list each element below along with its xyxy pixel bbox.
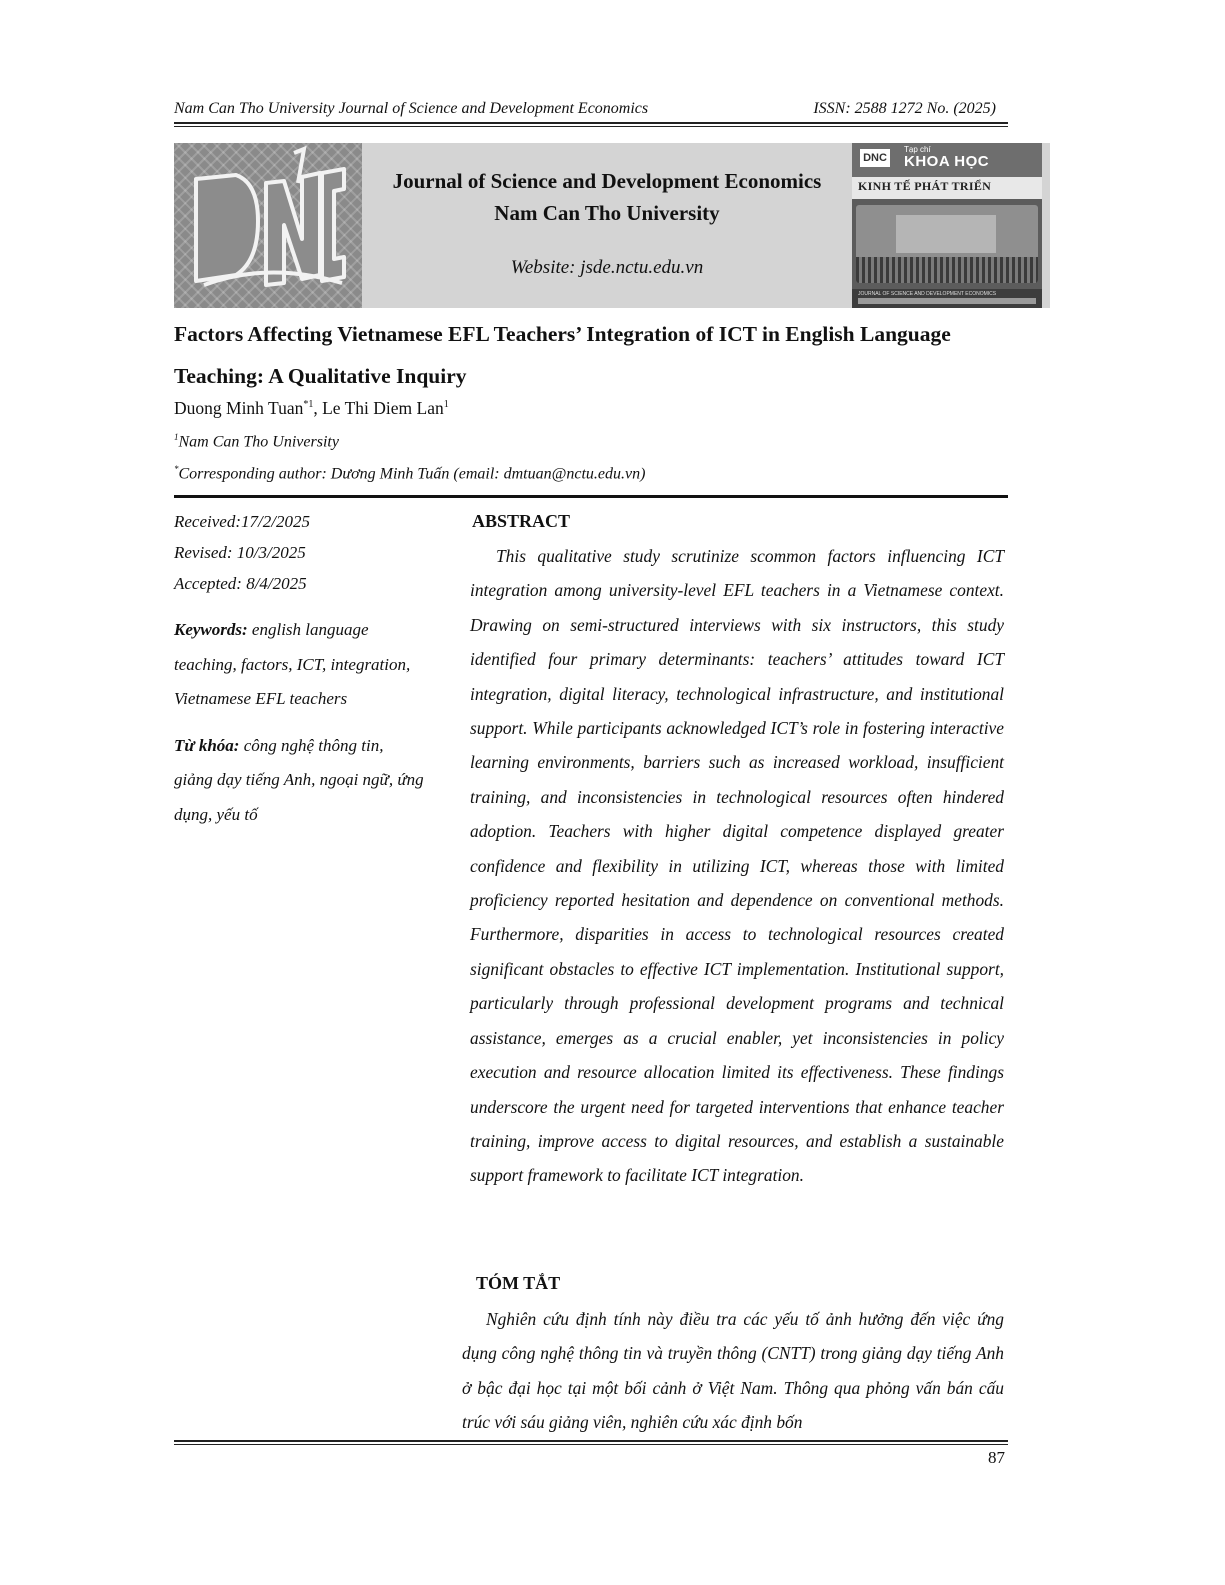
journal-name: Nam Can Tho University Journal of Science and Development Economics [174,100,649,117]
tu-khoa-label: Từ khóa: [174,735,240,755]
banner-title-line1: Journal of Science and Development Economics [392,169,822,193]
abstract-text: This qualitative study scrutinize scommon factors influencing ICT integration among university-level EFL teachers in a Vietnamese context. Drawing on semi-structured interviews with six instructors, this study identified four primary determinants: teachers’ attitudes toward ICT integration, digital literacy, technological infrastructure, and institutional support. While participants acknowledged ICT’s role in fostering interactive learning environments, barriers such as increased workload, insufficient training, and inconsistencies in technological resources often hindered adoption. Teachers with higher digital competence displayed greater confidence and flexibility in utilizing ICT, whereas those with limited proficiency reported hesitation and dependence on conventional methods. Furthermore, disparities in access to technological resources created significant obstacles to effective ICT implementation. Institutional support, particularly through professional development programs and technical assistance, emerges as a crucial enabler, yet inconsistencies in policy execution and resource allocation limited its effectiveness. These findings underscore the urgent need for targeted interventions that enhance teacher training, improve access to digital resources, and establish a sustainable support framework to facilitate ICT integration. [470,546,1004,1186]
banner-title [362,165,852,229]
article-title-line1: Factors Affecting Vietnamese EFL Teachers’ Integration of ICT in English Language [174,322,951,346]
keywords-label: Keywords: [174,620,248,639]
affiliation [174,432,339,451]
author-separator: , [313,398,323,418]
journal-banner [174,143,1050,308]
issn: ISSN: 2588 1272 No. (2025) [813,100,996,117]
title-rule [174,495,1008,498]
corresponding-text: Corresponding author: Dương Minh Tuấn (email: dmtuan@nctu.edu.vn) [178,465,646,483]
authors [174,398,449,419]
article-title-line2: Teaching: A Qualitative Inquiry [174,364,467,388]
journal-cover-image [852,143,1042,308]
banner-title-line2: Nam Can Tho University [494,201,720,225]
article-title [174,313,1014,397]
affiliation-text: Nam Can Tho University [178,433,339,451]
accepted-date: Accepted: 8/4/2025 [174,574,307,593]
corresponding-author [174,464,645,483]
cover-logo: DNC [860,149,890,167]
author-1-mark: *1 [303,399,314,411]
cover-footer-text: JOURNAL OF SCIENCE AND DEVELOPMENT ECONOMICS [858,291,997,297]
tu-khoa-text: công nghệ thông tin, giảng dạy tiếng Anh, ngoại ngữ, ứng dụng, yếu tố [174,735,424,824]
running-head [174,98,1008,122]
keywords-text: english language teaching, factors, ICT, integration, Vietnamese EFL teachers [174,620,411,708]
author-2: Le Thi Diem Lan [322,398,444,418]
footer-rule [174,1440,1008,1445]
tu-khoa [174,729,424,833]
cover-khoa-hoc: KHOA HỌC [904,153,990,170]
dnc-logo-icon [174,143,362,308]
header-rule [174,122,1008,127]
received-date: Received:17/2/2025 [174,512,310,531]
dnc-logo [174,143,362,308]
cover-photo [856,205,1038,283]
author-1: Duong Minh Tuan [174,398,304,418]
corresponding-mark: * [174,464,179,474]
article-info-sidebar [174,508,424,832]
keywords [174,613,424,717]
journal-website: Website: jsde.nctu.edu.vn [510,257,704,278]
page-number: 87 [988,1448,1005,1467]
author-2-mark: 1 [443,399,449,411]
abstract-heading: ABSTRACT [472,511,571,531]
tom-tat-text: Nghiên cứu định tính này điều tra các yếu tố ảnh hưởng đến việc ứng dụng công nghệ thông tin và truyền thông (CNTT) trong giảng dạy tiếng Anh ở bậc đại học tại một bối cảnh ở Việt Nam. Thông qua phỏng vấn bán cấu trúc với sáu giảng viên, nghiên cứu xác định bốn [462,1309,1004,1433]
revised-date: Revised: 10/3/2025 [174,543,306,562]
cover-tap-chi: Tạp chí [904,145,931,154]
cover-kinh-te: KINH TẾ PHÁT TRIỂN [858,179,992,193]
affiliation-mark: 1 [174,432,179,442]
tom-tat-heading: TÓM TẮT [476,1273,561,1293]
